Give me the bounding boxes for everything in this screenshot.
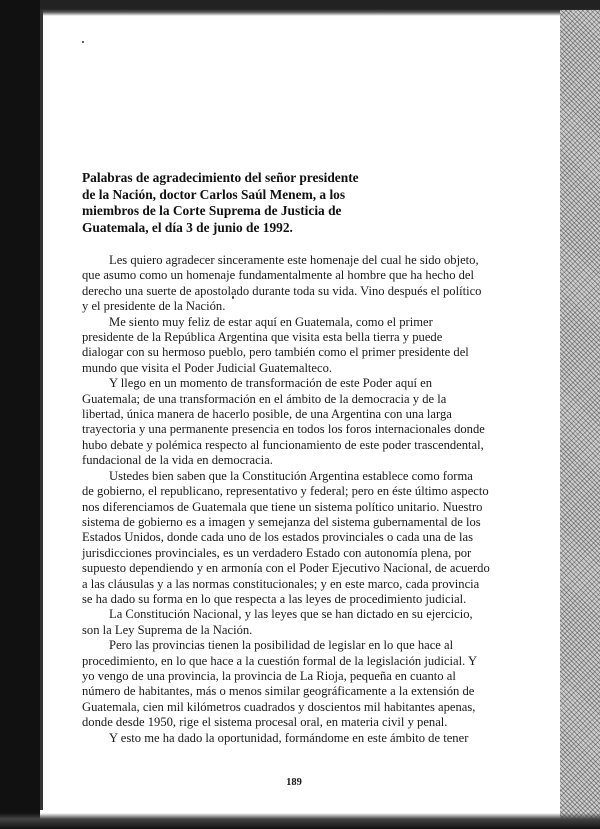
body-line: trayectoria y una permanente presencia en todos los foros internacionales donde xyxy=(82,422,485,437)
body-line: se ha dado su forma en lo que respecta a las leyes de procedimiento judicial. xyxy=(82,591,467,606)
body-line: fundacional de la vida en democracia. xyxy=(82,453,273,468)
body-line: mundo que visita el Poder Judicial Guatemalteco. xyxy=(82,360,333,375)
body-line: procedimiento, en lo que hace a la cuestión formal de la legislación judicial. Y xyxy=(82,653,478,668)
body-line: jurisdicciones provinciales, es un verdadero Estado con autonomía plena, por xyxy=(82,545,472,560)
scan-speck xyxy=(82,41,84,43)
body-line: Me siento muy feliz de estar aquí en Guatemala, como el primer xyxy=(109,314,433,329)
body-line: que asumo como un homenaje fundamentalmente al hombre que ha hecho del xyxy=(82,268,475,283)
body-line: La Constitución Nacional, y las leyes que se han dictado en su ejercicio, xyxy=(109,607,473,622)
body-line: hubo debate y polémica respecto al funcionamiento de este poder trascendental, xyxy=(82,437,484,452)
heading-line: Guatemala, el día 3 de junio de 1992. xyxy=(82,219,293,235)
body-line: y el presidente de la Nación. xyxy=(82,299,226,314)
document-heading xyxy=(82,170,412,236)
body-line: Guatemala, cien mil kilómetros cuadrados y doscientos mil habitantes apenas, xyxy=(82,699,476,714)
document-body xyxy=(82,253,500,746)
body-line: yo vengo de una provincia, la provincia de La Rioja, pequeña en cuanto al xyxy=(82,668,456,683)
body-line: presidente de la República Argentina que visita esta bella tierra y puede xyxy=(82,330,443,345)
body-line: nos diferenciamos de Guatemala que tiene un sistema político unitario. Nuestro xyxy=(82,499,483,514)
body-line: a las cláusulas y a las normas constitucionales; y en este marco, cada provincia xyxy=(82,576,480,591)
body-line: Estados Unidos, donde cada uno de los estados provinciales o cada una de las xyxy=(82,530,474,545)
body-line: de gobierno, el republicano, representativo y federal; pero en éste último aspecto xyxy=(82,484,489,499)
heading-line: de la Nación, doctor Carlos Saúl Menem, a los xyxy=(82,186,346,202)
body-line: número de habitantes, más o menos similar geográficamente a la extensión de xyxy=(82,684,475,699)
body-line: sistema de gobierno es a imagen y semejanza del sistema gubernamental de los xyxy=(82,514,481,529)
scan-border-left-edge xyxy=(40,10,43,810)
body-line: Guatemala; de una transformación en el ámbito de la democracia y de la xyxy=(82,391,447,406)
scan-border-bottom xyxy=(0,813,600,829)
body-line: dialogar con su hermoso pueblo, pero también como el primer presidente del xyxy=(82,345,469,360)
heading-line: Palabras de agradecimiento del señor presidente xyxy=(82,170,359,185)
scan-border-right-noise xyxy=(560,10,600,820)
body-line: derecho una suerte de apostolado durante toda su vida. Vino después el político xyxy=(82,283,482,298)
page-number: 189 xyxy=(286,777,302,788)
body-line: supuesto dependiendo y en armonía con el Poder Ejecutivo Nacional, de acuerdo xyxy=(82,561,490,576)
scan-border-left xyxy=(0,0,40,829)
body-line: donde desde 1950, rige el sistema procesal oral, en materia civil y penal. xyxy=(82,715,448,730)
body-line: Y esto me ha dado la oportunidad, formándome en este ámbito de tener xyxy=(109,730,469,745)
heading-line: miembros de la Corte Suprema de Justicia de xyxy=(82,203,342,218)
body-line: Les quiero agradecer sinceramente este homenaje del cual he sido objeto, xyxy=(109,253,479,267)
scan-border-top xyxy=(0,0,600,16)
body-line: libertad, única manera de hacerlo posible, de una Argentina con una larga xyxy=(82,407,452,422)
body-line: son la Ley Suprema de la Nación. xyxy=(82,622,253,637)
body-line: Pero las provincias tienen la posibilidad de legislar en lo que hace al xyxy=(109,638,454,653)
body-line: Y llego en un momento de transformación de este Poder aquí en xyxy=(109,376,433,391)
body-line: Ustedes bien saben que la Constitución Argentina establece como forma xyxy=(109,468,473,483)
